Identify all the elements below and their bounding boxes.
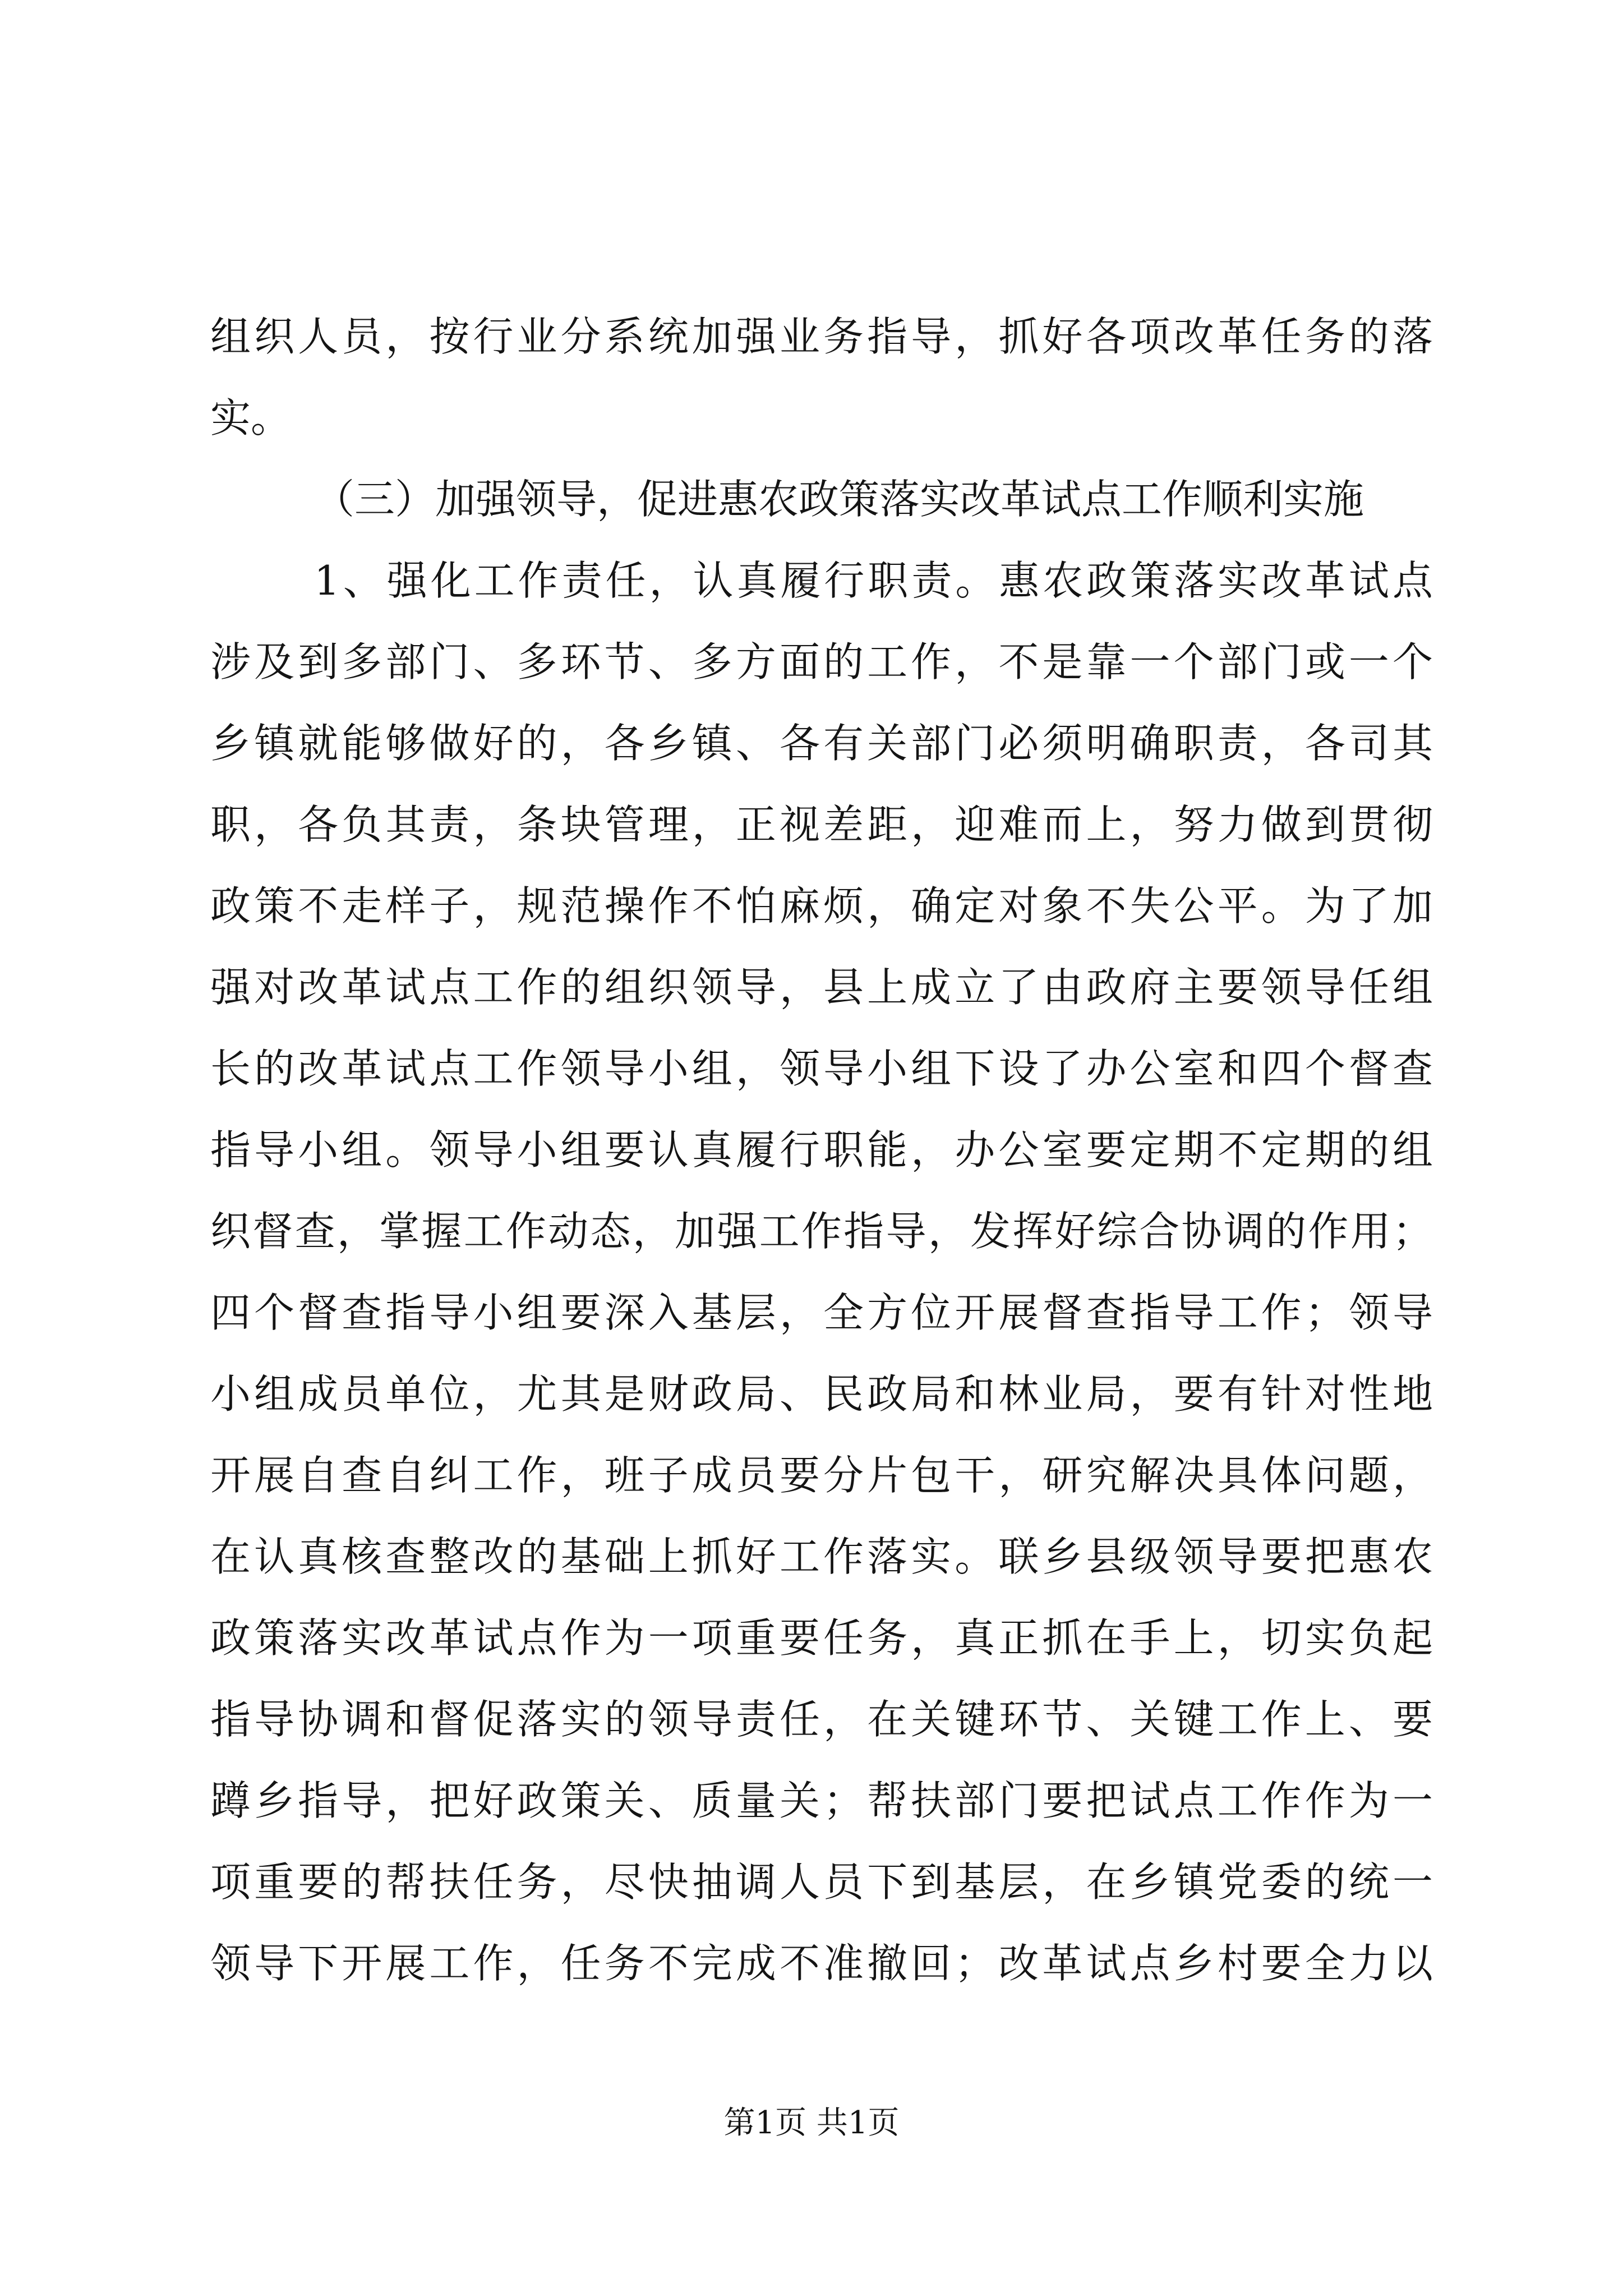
text-line: 长的改革试点工作领导小组，领导小组下设了办公室和四个督查 [210,1045,1433,1092]
text-line: 在认真核查整改的基础上抓好工作落实。联乡县级领导要把惠农 [210,1533,1433,1580]
text-line: 指导小组。领导小组要认真履行职能，办公室要定期不定期的组 [210,1126,1433,1174]
text-line: 涉及到多部门、多环节、多方面的工作，不是靠一个部门或一个 [210,638,1433,685]
text-line: 职，各负其责，条块管理，正视差距，迎难而上，努力做到贯彻 [210,801,1433,848]
text-line: 织督查，掌握工作动态，加强工作指导，发挥好综合协调的作用； [210,1208,1433,1255]
text-line: 政策不走样子，规范操作不怕麻烦，确定对象不失公平。为了加 [210,882,1433,930]
text-line: 实。 [210,394,292,441]
text-line: 蹲乡指导，把好政策关、质量关；帮扶部门要把试点工作作为一 [210,1777,1433,1824]
text-line: 政策落实改革试点作为一项重要任务，真正抓在手上，切实负起 [210,1614,1433,1662]
text-line: 强对改革试点工作的组织领导，县上成立了由政府主要领导任组 [210,964,1433,1011]
text-line: 小组成员单位，尤其是财政局、民政局和林业局，要有针对性地 [210,1370,1433,1418]
section-heading: （三）加强领导，促进惠农政策落实改革试点工作顺利实施 [314,476,1364,523]
text-line: 1、强化工作责任，认真履行职责。惠农政策落实改革试点 [314,557,1433,604]
text-line: 乡镇就能够做好的，各乡镇、各有关部门必须明确职责，各司其 [210,720,1433,767]
page-footer: 第1页 共1页 [723,2105,900,2141]
text-line: 四个督查指导小组要深入基层，全方位开展督查指导工作；领导 [210,1289,1433,1336]
text-line: 开展自查自纠工作，班子成员要分片包干，研究解决具体问题， [210,1452,1433,1499]
text-line: 组织人员，按行业分系统加强业务指导，抓好各项改革任务的落 [210,313,1433,360]
text-line: 领导下开展工作，任务不完成不准撤回；改革试点乡村要全力以 [210,1940,1433,1987]
text-line: 指导协调和督促落实的领导责任，在关键环节、关键工作上、要 [210,1696,1433,1743]
text-line: 项重要的帮扶任务，尽快抽调人员下到基层，在乡镇党委的统一 [210,1858,1433,1906]
